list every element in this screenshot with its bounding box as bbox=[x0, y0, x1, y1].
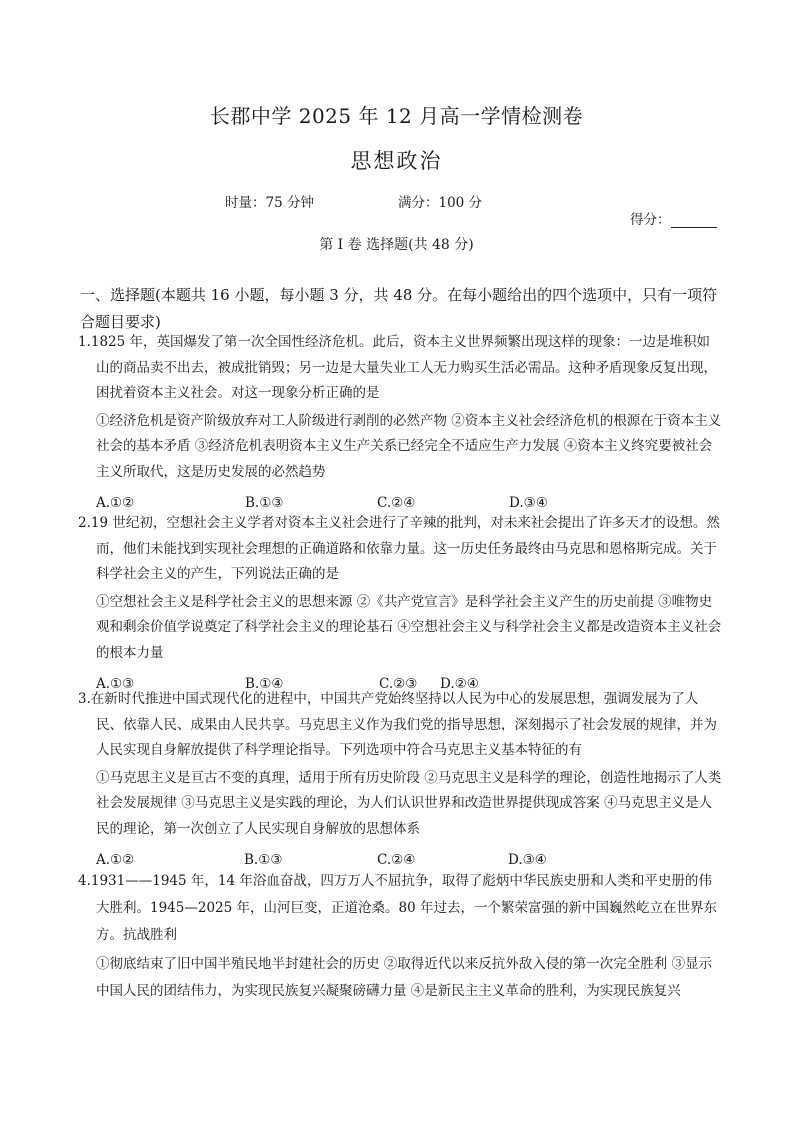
question-stem: 4.1931——1945 年，14 年浴血奋战，四万万人不屈抗争，取得了彪炳中华民族史册和人类和平史册的伟大胜利。1945—2025 年，山河巨变，正道沧桑。80 年过去，一个繁荣富强的新中国巍然屹立在世界东方。抗战胜利 bbox=[78, 873, 717, 943]
question-3 bbox=[78, 687, 723, 872]
question-statements: ①经济危机是资产阶级放弃对工人阶级进行剥削的必然产物 ②资本主义社会经济危机的根源在于资本主义社会的基本矛盾 ③经济危机表明资本主义生产关系已经完全不适应生产力发展 ④资本主义终究要被社会主义所取代，这是历史发展的必然趋势 bbox=[96, 412, 722, 480]
option-b[interactable]: B.①④ bbox=[245, 676, 284, 692]
option-c[interactable]: C.②④ bbox=[377, 495, 416, 511]
option-a[interactable]: A.①② bbox=[96, 495, 135, 511]
option-a[interactable]: A.①② bbox=[96, 852, 135, 868]
question-4 bbox=[78, 868, 723, 1005]
part-one-heading: 一、选择题(本题共 16 小题，每小题 3 分，共 48 分。在每小题给出的四个选项中，只有一项符合题目要求) bbox=[80, 286, 718, 331]
option-b[interactable]: B.①③ bbox=[245, 495, 284, 511]
question-statements: ①彻底结束了旧中国半殖民地半封建社会的历史 ②取得近代以来反抗外敌入侵的第一次完全胜利 ③显示中国人民的团结伟力，为实现民族复兴凝聚磅礴力量 ④是新民主主义革命的胜利，为实现民族复兴 bbox=[96, 956, 713, 999]
option-a[interactable]: A.①③ bbox=[96, 676, 135, 692]
option-d[interactable]: D.③④ bbox=[509, 495, 548, 511]
question-1 bbox=[78, 330, 723, 515]
question-statements: ①马克思主义是亘古不变的真理，适用于所有历史阶段 ②马克思主义是科学的理论，创造性地揭示了人类社会发展规律 ③马克思主义是实践的理论，为人们认识世界和改造世界提供现成答案 ④马克思主义是人民的理论，第一次创立了人民实现自身解放的思想体系 bbox=[96, 769, 722, 837]
option-c[interactable]: C.②④ bbox=[377, 852, 416, 868]
question-stem: 2.19 世纪初，空想社会主义学者对资本主义社会进行了辛辣的批判，对未来社会提出了许多天才的设想。然而，他们未能找到实现社会理想的正确道路和依靠力量。这一历史任务最终由马克思和恩格斯完成。关于科学社会主义的产生，下列说法正确的是 bbox=[78, 515, 720, 582]
option-b[interactable]: B.①③ bbox=[244, 852, 283, 868]
question-stem: 1.1825 年，英国爆发了第一次全国性经济危机。此后，资本主义世界频繁出现这样的现象：一边是堆积如山的商品卖不出去，被成批销毁；另一边是大量失业工人无力购买生活必需品。这种矛盾现象反复出现，困扰着资本主义社会。对这一现象分析正确的是 bbox=[78, 334, 717, 401]
option-d[interactable]: D.③④ bbox=[508, 852, 547, 868]
section-title: 第 I 卷 选择题(共 48 分) bbox=[319, 237, 474, 253]
exam-title: 长郡中学 2025 年 12 月高一学情检测卷 bbox=[209, 104, 584, 128]
full-score: 满分：100 分 bbox=[398, 195, 483, 211]
question-stem: 3.在新时代推进中国式现代化的进程中，中国共产党始终坚持以人民为中心的发展思想，强调发展为了人民、依靠人民、成果由人民共享。马克思主义作为我们党的指导思想，深刻揭示了社会发展的规律，并为人民实现自身解放提供了科学理论指导。下列选项中符合马克思主义基本特征的有 bbox=[78, 691, 717, 758]
question-statements: ①空想社会主义是科学社会主义的思想来源 ②《共产党宣言》是科学社会主义产生的历史前提 ③唯物史观和剩余价值学说奠定了科学社会主义的理论基石 ④空想社会主义与科学社会主义都是改造资本主义社会的根本力量 bbox=[96, 593, 722, 661]
time-limit: 时量：75 分钟 bbox=[225, 195, 314, 211]
subject-title: 思想政治 bbox=[350, 149, 443, 173]
option-c[interactable]: C.②③ bbox=[379, 676, 418, 692]
option-d[interactable]: D.②④ bbox=[440, 676, 479, 692]
question-2 bbox=[78, 511, 723, 696]
score-label: 得分： bbox=[630, 212, 671, 228]
score-blank[interactable] bbox=[671, 214, 717, 228]
score-field bbox=[630, 208, 717, 228]
